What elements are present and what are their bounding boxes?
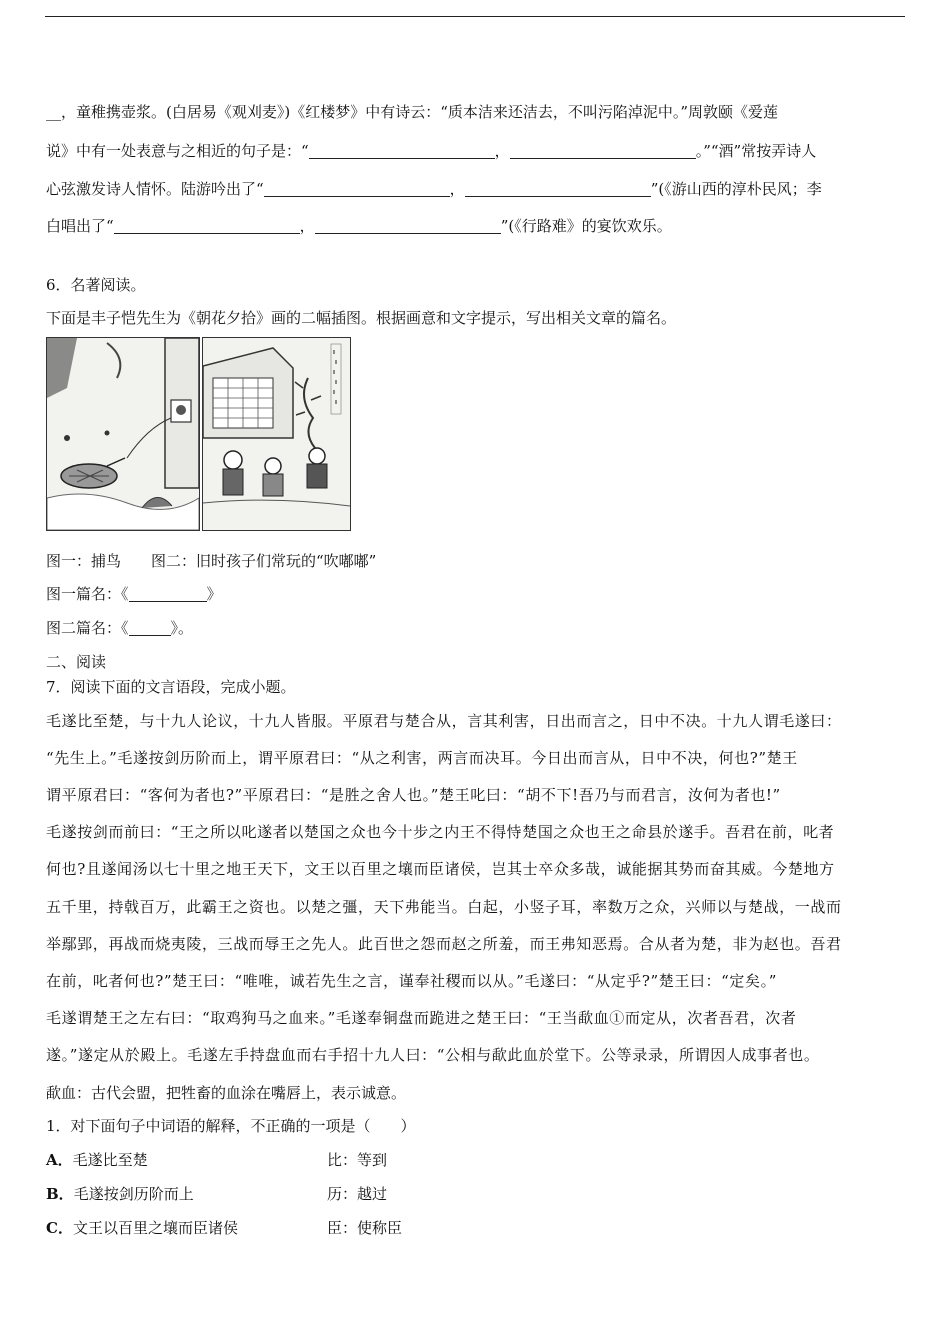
header-rule bbox=[45, 16, 905, 17]
answer-blank[interactable] bbox=[114, 218, 300, 234]
answer-line-1: 图一篇名：《 》 bbox=[46, 585, 222, 603]
answer-blank[interactable] bbox=[465, 181, 651, 197]
answer-blank[interactable] bbox=[309, 143, 495, 159]
passage-line: “先生上。”毛遂按剑历阶而上，谓平原君曰：“从之利害，两言而决耳。今日出而言从，日中不决，何也?”楚王 bbox=[46, 749, 798, 767]
poem-line-3: 心弦激发诗人情怀。陆游吟出了“ ， ”(《游山西的淳朴民风；李 bbox=[46, 180, 822, 198]
poem-line-4: 白唱出了“ ， ”(《行路难》的宴饮欢乐。 bbox=[46, 217, 672, 235]
illustration-children-playing bbox=[202, 337, 351, 531]
option-c[interactable]: C．文王以百里之壤而臣诸侯 bbox=[46, 1219, 238, 1237]
figure-caption: 图一：捕鸟 图二：旧时孩子们常玩的“吹嘟嘟” bbox=[46, 552, 377, 570]
answer-line-2: 图二篇名：《 》。 bbox=[46, 619, 194, 637]
option-c-gloss: 臣：使称臣 bbox=[327, 1219, 403, 1237]
passage-line: 毛遂谓楚王之左右曰：“取鸡狗马之血来。”毛遂奉铜盘而跪进之楚王曰：“王当歃血①而定从，次者吾君，次者 bbox=[46, 1009, 797, 1027]
option-a[interactable]: A．毛遂比至楚 bbox=[46, 1151, 148, 1169]
passage-line: 毛遂比至楚，与十九人论议，十九人皆服。平原君与楚合从，言其利害，日出而言之，日中不决。十九人谓毛遂曰： bbox=[46, 712, 842, 730]
section-title: 二、阅读 bbox=[46, 653, 107, 671]
answer-blank[interactable] bbox=[264, 181, 450, 197]
passage-line: 举鄢郢，再战而烧夷陵，三战而辱王之先人。此百世之怨而赵之所羞，而王弗知恶焉。合从者为楚，非为赵也。吾君 bbox=[46, 935, 842, 953]
passage-line: 谓平原君曰：“客何为者也?”平原君曰：“是胜之舍人也。”楚王叱曰：“胡不下!吾乃与而君言，汝何为者也!” bbox=[46, 786, 781, 804]
option-b-gloss: 历：越过 bbox=[327, 1185, 388, 1203]
q6-intro: 下面是丰子恺先生为《朝花夕拾》画的二幅插图。根据画意和文字提示，写出相关文章的篇名。 bbox=[46, 309, 677, 327]
passage-line: 五千里，持戟百万，此霸王之资也。以楚之彊，天下弗能当。白起，小竖子耳，率数万之众，兴师以与楚战，一战而 bbox=[46, 898, 842, 916]
answer-blank[interactable] bbox=[129, 620, 171, 636]
passage-line: 何也?且遂闻汤以七十里之地王天下，文王以百里之壤而臣诸侯，岂其士卒众多哉，诚能据其势而奋其威。今楚地方 bbox=[46, 860, 835, 878]
option-a-gloss: 比：等到 bbox=[327, 1151, 388, 1169]
answer-blank[interactable] bbox=[129, 586, 207, 602]
illustration-catching-birds bbox=[46, 337, 200, 531]
footnote: 歃血：古代会盟，把牲畜的血涂在嘴唇上，表示诚意。 bbox=[46, 1084, 407, 1102]
answer-blank[interactable] bbox=[315, 218, 501, 234]
illustration-2-drawing bbox=[203, 338, 350, 530]
illustration-1-drawing bbox=[47, 338, 199, 530]
poem-line-1: __，童稚携壶浆。(白居易《观刈麦》)《红楼梦》中有诗云：“质本洁来还洁去，不叫污陷淖泥中。”周敦颐《爱莲 bbox=[46, 103, 779, 121]
q6-title: 6．名著阅读。 bbox=[46, 276, 146, 294]
passage-line: 遂。”遂定从於殿上。毛遂左手持盘血而右手招十九人曰：“公相与歃此血於堂下。公等录录，所谓因人成事者也。 bbox=[46, 1046, 820, 1064]
passage-line: 毛遂按剑而前曰：“王之所以叱遂者以楚国之众也今十步之内王不得恃楚国之众也王之命县於遂手。吾君在前，叱者 bbox=[46, 823, 835, 841]
sub-question-1: 1．对下面句子中词语的解释，不正确的一项是（ ） bbox=[46, 1117, 416, 1135]
option-b[interactable]: B．毛遂按剑历阶而上 bbox=[46, 1185, 194, 1203]
answer-blank[interactable] bbox=[510, 143, 696, 159]
q7-title: 7．阅读下面的文言语段，完成小题。 bbox=[46, 678, 296, 696]
poem-line-2: 说》中有一处表意与之相近的句子是：“ ， 。”“酒”常按弄诗人 bbox=[46, 142, 817, 160]
passage-line: 在前，叱者何也?”楚王曰：“唯唯，诚若先生之言，谨奉社稷而以从。”毛遂曰：“从定乎?”楚王曰：“定矣。” bbox=[46, 972, 777, 990]
